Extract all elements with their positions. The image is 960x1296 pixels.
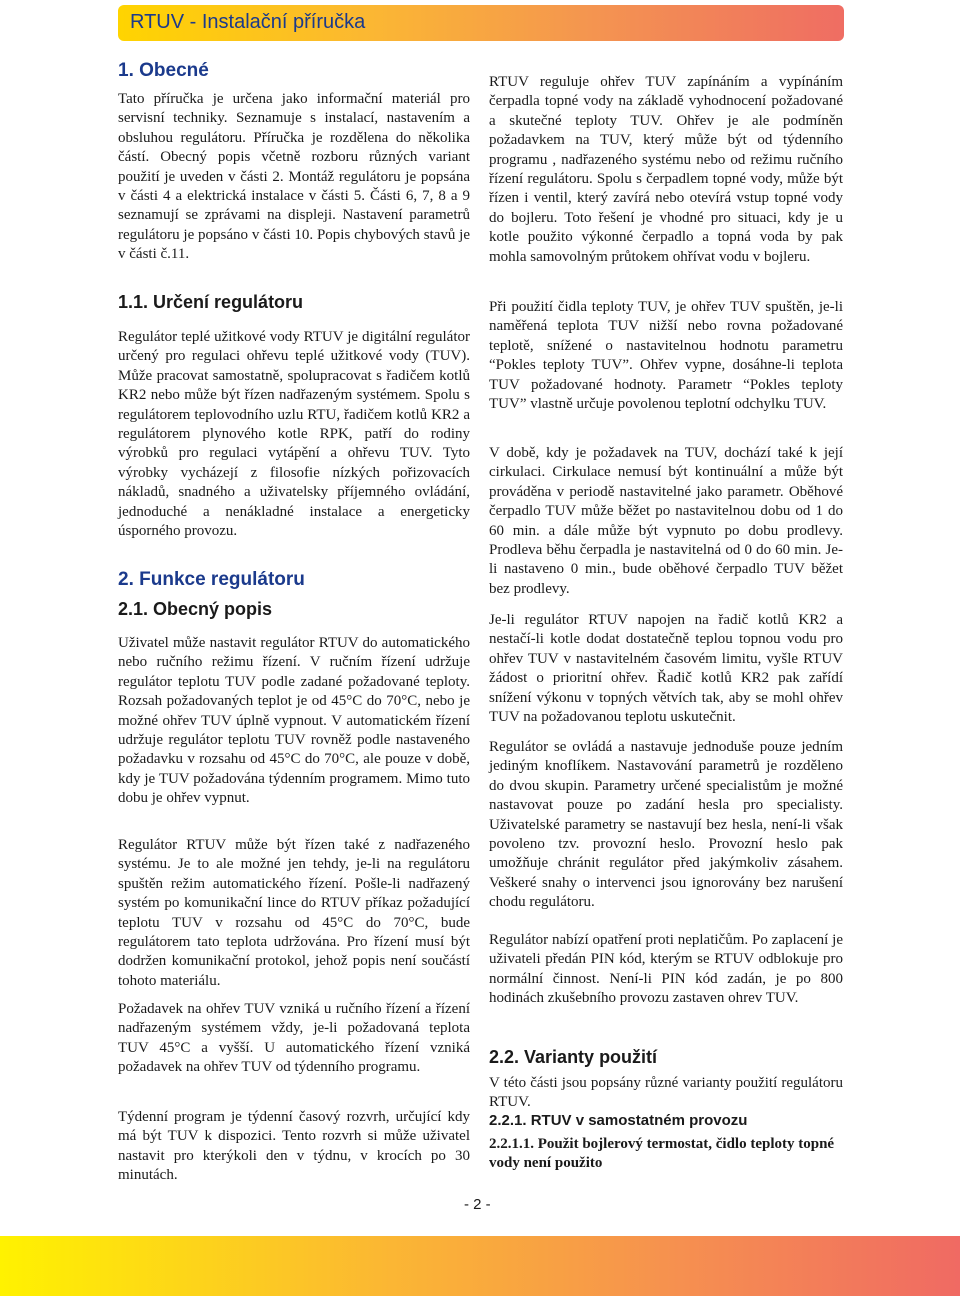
heading-general-description: 2.1. Obecný popis — [118, 599, 273, 619]
page-number: - 2 - — [464, 1196, 491, 1213]
paragraph-superior-system: Regulátor RTUV může být řízen také z nadřazeného systému. Je to ale možné jen tehdy, je-li na regulátoru spuštěn režim automatického řízení. Pošle-li nadřazený systém po komunikační lince do RTUV příkaz požadující teplotu TUV v rozsahu od 45°C do 70°C, bude regulátorem tato teplota udržována. Pro řízení musí být dodržen komunikační protokol, jehož popis není součástí tohoto materiálu. — [118, 837, 470, 989]
footer-bar — [0, 1236, 960, 1296]
heading-variants: 2.2. Varianty použití — [489, 1047, 658, 1067]
header-bar — [118, 5, 844, 41]
paragraph-controller-purpose: Regulátor teplé užitkové vody RTUV je digitální regulátor určený pro regulaci ohřevu teplé užitkové vody (TUV). Může pracovat samostatně, spolupracovat s řadičem kotlů KR2 nebo může být řízen nadřazeným systémem. Spolu s regulátorem teplovodního uzlu RTU, řadičem kotlů KR2 a regulátorem plynového kotle RPK, patří do rodiny výrobků pro regulaci vytápění a ohřevu TUV. Tyto výrobky vycházejí z filosofie nízkých pořizovacích nákladů, snadného a uživatelsky příjemného ovládání, jednoduché a nenákladné instalace a energeticky úsporného provozu. — [118, 329, 470, 540]
paragraph-regulation: RTUV reguluje ohřev TUV zapínáním a vypínáním čerpadla topné vody na základě vyhodnocení požadované a skutečné teploty TUV. Ohřev je ale podmíněn požadavkem na TUV, který může být od týdenního programu , nadřazeného systému nebo od režimu ručního řízení regulátoru. Spolu s čerpadlem topné vody, může být řízen i ventil, který zavírá nebo otevírá vstup topné vody do bojleru. Toto řešení je vhodné pro situaci, kdy je u kotle použito výkonné čerpadlo a topná voda by pak mohla samovolným průtokem ohřívat vodu v bojleru. — [489, 74, 843, 265]
paragraph-pin-code: Regulátor nabízí opatření proti neplatičům. Po zaplacení je uživateli předán PIN kód, kterým se RTUV odblokuje pro normální činnost. Není-li PIN kód zadán, je po 800 hodinách zkušebního provozu zastaven ohrev TUV. — [489, 932, 843, 1007]
heading-controller-functions: 2. Funkce regulátoru — [118, 569, 305, 590]
paragraph-weekly-program: Týdenní program je týdenní časový rozvrh, určující kdy má být TUV k dispozici. Tento rozvrh si může uživatel nastavit pro kterýkoli den v týdnu, v krocích po 30 minutách. — [118, 1109, 470, 1184]
heading-standalone: 2.2.1. RTUV v samostatném provozu — [489, 1112, 748, 1129]
paragraph-sensor: Při použití čidla teploty TUV, je ohřev TUV spuštěn, je-li naměřená teplota TUV nižší nebo rovna požadované teplotě, snížené o nastavitelnou hodnotu parametru “Pokles teploty TUV”. Ohřev vypne, dosáhne-li teplota TUV požadované hodnoty. Parametr “Pokles teploty TUV” vlastně určuje povolenou teplotní odchylku TUV. — [489, 299, 843, 413]
paragraph-circulation: V době, kdy je požadavek na TUV, dochází také k její cirkulaci. Cirkulace nemusí být kontinuální a může být prováděna v periodě nastavitelné jako parametr. Oběhové čerpadlo TUV může běžet po nastavitelnou dobu od 1 do 60 min. a dále může být vypnuto po dobu prodlevy. Prodleva běhu čerpadla je nastavitelná od 0 do 60 min. Je-li nastaveno 0 min., bude oběhové čerpadlo TUV běžet bez prodlevy. — [489, 445, 843, 597]
heading-general: 1. Obecné — [118, 60, 209, 81]
paragraph-intro: Tato příručka je určena jako informační materiál pro servisní techniky. Seznamuje s instalací, nastavením a obsluhou regulátoru. Příručka je rozdělena do několika částí. Obecný popis včetně rozboru různých variant použití je uveden v části 2. Montáž regulátoru je popsána v části 4 a elektrická instalace v části 5. Části 6, 7, 8 a 9 seznamují se zprávami na displeji. Nastavení parametrů regulátoru je popsáno v části 10. Popis chybových stavů je v části č.11. — [118, 91, 470, 263]
paragraph-variants: V této části jsou popsány různé varianty použití regulátoru RTUV. — [489, 1075, 843, 1111]
paragraph-tuv-demand: Požadavek na ohřev TUV vzniká u ručního řízení a řízení nadřazeným systémem vždy, je-li požadovaná teplota TUV 45°C a vyšší. U automatického řízení vzniká požadavek na ohřev TUV od týdenního programu. — [118, 1001, 470, 1076]
document-title: RTUV - Instalační příručka — [130, 11, 366, 33]
heading-boiler-thermostat: 2.2.1.1. Použit bojlerový termostat, čidlo teploty topné vody není použito — [489, 1136, 835, 1172]
heading-controller-purpose: 1.1. Určení regulátoru — [118, 292, 304, 312]
paragraph-knob-control: Regulátor se ovládá a nastavuje jednoduše pouze jedním jediným knoflíkem. Nastavování parametrů je rozděleno do dvou skupin. Parametry určené specialistům je možné nastavovat pouze po zadání hesla pro specialisty. Uživatelské parametry se nastavují bez hesla, není-li však povoleno tzv. provozní heslo. Provozní heslo pak umožňuje chránit regulátor před jakýmkoliv zásahem. Veškeré snahy o intervenci jsou ignorovány bez narušení chodu regulátoru. — [489, 739, 843, 911]
paragraph-modes: Uživatel může nastavit regulátor RTUV do automatického nebo ručního režimu řízení. V ručním řízení udržuje regulátor teplotu TUV podle zadané požadované teploty. Rozsah požadovaných teplot je od 45°C do 70°C, nebo je možné ohřev TUV úplně vypnout. V automatickém řízení udržuje regulátor teplotu TUV rovněž podle nastaveného požadavku v rozsahu od 45°C do 70°C, ale pouze v době, kdy je TUV požadována týdenním programem. Mimo tuto dobu je ohřev vypnut. — [118, 635, 470, 807]
paragraph-kr2-priority: Je-li regulátor RTUV napojen na řadič kotlů KR2 a nestačí-li kotle dodat dostatečně teplou topnou vodu pro ohřev TUV v nastavitelném časovém limitu, vyšle RTUV žádost o prioritní ohřev. Řadič kotlů KR2 pak zařídí snížení výkonu v topných větvích tak, aby se mohl ohřev TUV na požadovanou teplotu uskutečnit. — [489, 612, 843, 726]
